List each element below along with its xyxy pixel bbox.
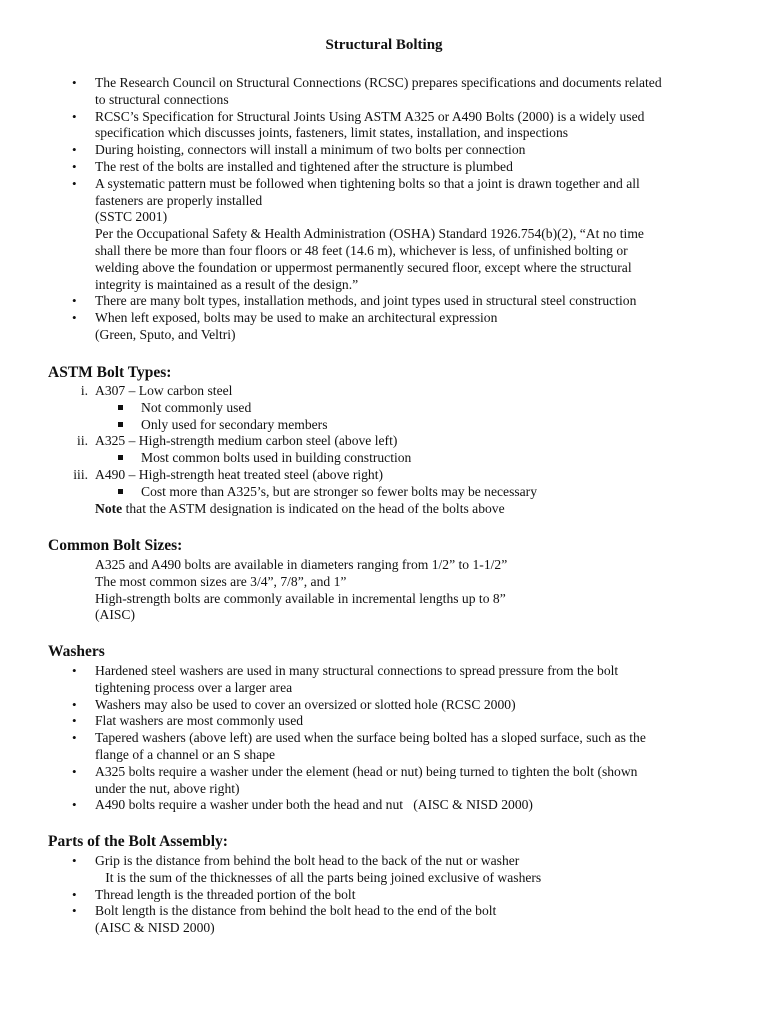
bullet-icon: • (72, 75, 77, 90)
bullet-item (0, 109, 740, 143)
bullet-item (0, 310, 740, 344)
bullet-text-line: (SSTC 2001) (95, 209, 168, 225)
astm-bolt-type-list (0, 383, 740, 517)
bullet-text-line: (AISC & NISD 2000) (95, 920, 215, 936)
roman-numeral: i. (80, 383, 88, 398)
sizes-line: The most common sizes are 3/4”, 7/8”, and 1” (95, 573, 347, 589)
bullet-text-line: shall there be more than four floors or 48 feet (14.6 m), whichever is less, of unfinished bolting or (95, 242, 628, 258)
note-label: Note (95, 500, 123, 516)
astm-item (0, 467, 740, 484)
astm-sub-item (0, 400, 740, 417)
sizes-text-block (95, 557, 735, 624)
bullet-text-line: RCSC’s Specification for Structural Joints Using ASTM A325 or A490 Bolts (2000) is a widely used (95, 108, 645, 124)
washers-heading: Washers (48, 643, 105, 660)
bullet-item (0, 142, 740, 159)
bullet-icon: • (72, 797, 77, 813)
astm-item-text: A307 – Low carbon steel (95, 383, 233, 398)
bullet-item (0, 697, 740, 714)
sizes-line: High-strength bolts are commonly available in incremental lengths up to 8” (95, 590, 506, 606)
square-bullet-icon (118, 405, 123, 410)
bullet-item (0, 75, 740, 109)
page-title: Structural Bolting (325, 37, 443, 53)
astm-item (0, 383, 740, 400)
bullet-text-line: Washers may also be used to cover an oversized or slotted hole (RCSC 2000) (95, 696, 516, 712)
bullet-text-line: Tapered washers (above left) are used when the surface being bolted has a sloped surface, such as the (95, 730, 646, 746)
square-bullet-icon (118, 489, 123, 494)
bullet-text-line: The Research Council on Structural Connections (RCSC) prepares specifications and documents related (95, 75, 662, 90)
bullet-text-line: to structural connections (95, 91, 229, 107)
bullet-icon: • (72, 142, 77, 158)
astm-sub-item-text: Only used for secondary members (141, 416, 328, 432)
bullet-text-line: flange of a channel or an S shape (95, 746, 276, 762)
bullet-item (0, 713, 740, 730)
sizes-heading: Common Bolt Sizes: (48, 537, 183, 554)
bullet-item (0, 764, 740, 798)
roman-numeral: ii. (77, 433, 88, 449)
bullet-text-line: During hoisting, connectors will install a minimum of two bolts per connection (95, 142, 526, 158)
bullet-text-line: under the nut, above right) (95, 780, 240, 796)
bullet-text-line: When left exposed, bolts may be used to make an architectural expression (95, 310, 498, 326)
bullet-text-line: Hardened steel washers are used in many structural connections to spread pressure from the bolt (95, 663, 619, 678)
bullet-icon: • (72, 886, 77, 902)
bullet-icon: • (72, 663, 77, 678)
bullet-item (0, 293, 740, 310)
bullet-text-line: tightening process over a larger area (95, 679, 293, 695)
bullet-text-line: Thread length is the threaded portion of the bolt (95, 886, 356, 902)
bullet-icon: • (72, 696, 77, 712)
astm-item (0, 433, 740, 450)
bullet-item (0, 730, 740, 764)
bullet-item (0, 903, 740, 937)
bullet-item (0, 853, 740, 887)
bullet-text-line: The rest of the bolts are installed and tightened after the structure is plumbed (95, 158, 513, 174)
bullet-icon: • (72, 763, 77, 779)
astm-item-text: A490 – High-strength heat treated steel (above right) (95, 466, 384, 482)
bullet-icon: • (72, 108, 77, 124)
astm-item-text: A325 – High-strength medium carbon steel (above left) (95, 433, 398, 449)
bullet-item (0, 887, 740, 904)
square-bullet-icon (118, 455, 123, 460)
bullet-item (0, 159, 740, 176)
sizes-line: A325 and A490 bolts are available in diameters ranging from 1/2” to 1-1/2” (95, 557, 508, 572)
bullet-icon: • (72, 175, 77, 191)
bullet-text-line: It is the sum of the thicknesses of all the parts being joined exclusive of washers (95, 869, 542, 885)
intro-bullet-list (0, 75, 740, 344)
bullet-text-line: A325 bolts require a washer under the element (head or nut) being turned to tighten the bolt (shown (95, 763, 638, 779)
bullet-item (0, 176, 740, 294)
astm-sub-item (0, 450, 740, 467)
parts-heading: Parts of the Bolt Assembly: (48, 833, 228, 850)
bullet-item (0, 797, 740, 814)
bullet-icon: • (72, 293, 77, 309)
parts-bullet-list (0, 853, 740, 937)
astm-sub-item-text: Cost more than A325’s, but are stronger so fewer bolts may be necessary (141, 483, 538, 499)
bullet-text-line: Flat washers are most commonly used (95, 713, 304, 729)
roman-numeral: iii. (73, 466, 88, 482)
bullet-icon: • (72, 730, 77, 746)
astm-sub-item-text: Most common bolts used in building construction (141, 450, 412, 466)
bullet-icon: • (72, 853, 77, 868)
bullet-text-line: specification which discusses joints, fasteners, limit states, installation, and inspections (95, 125, 569, 141)
bullet-item (0, 663, 740, 697)
bullet-icon: • (72, 158, 77, 174)
astm-sub-item (0, 484, 740, 501)
astm-sub-item (0, 417, 740, 434)
bullet-text-line: Grip is the distance from behind the bolt head to the back of the nut or washer (95, 853, 520, 868)
bullet-text-line: integrity is maintained as a result of the design.” (95, 276, 359, 292)
sizes-line: (AISC) (95, 607, 136, 623)
square-bullet-icon (118, 422, 123, 427)
astm-heading: ASTM Bolt Types: (48, 364, 172, 381)
bullet-text-line: A490 bolts require a washer under both the head and nut (AISC & NISD 2000) (95, 797, 533, 813)
bullet-text-line: Bolt length is the distance from behind the bolt head to the end of the bolt (95, 903, 497, 919)
washers-bullet-list (0, 663, 740, 814)
bullet-icon: • (72, 713, 77, 729)
astm-sub-item-text: Not commonly used (141, 399, 252, 415)
bullet-text-line: A systematic pattern must be followed when tightening bolts so that a joint is drawn together and all (95, 175, 640, 191)
bullet-icon: • (72, 903, 77, 919)
astm-note (0, 501, 740, 518)
bullet-text-line: There are many bolt types, installation methods, and joint types used in structural steel construction (95, 293, 637, 309)
bullet-text-line: fasteners are properly installed (95, 192, 263, 208)
bullet-text-line: (Green, Sputo, and Veltri) (95, 326, 236, 342)
bullet-icon: • (72, 310, 77, 326)
note-text: that the ASTM designation is indicated on the head of the bolts above (122, 500, 505, 516)
bullet-text-line: welding above the foundation or uppermost permanently secured floor, except where the structural (95, 259, 632, 275)
bullet-text-line: Per the Occupational Safety & Health Administration (OSHA) Standard 1926.754(b)(2), “At no time (95, 226, 644, 242)
